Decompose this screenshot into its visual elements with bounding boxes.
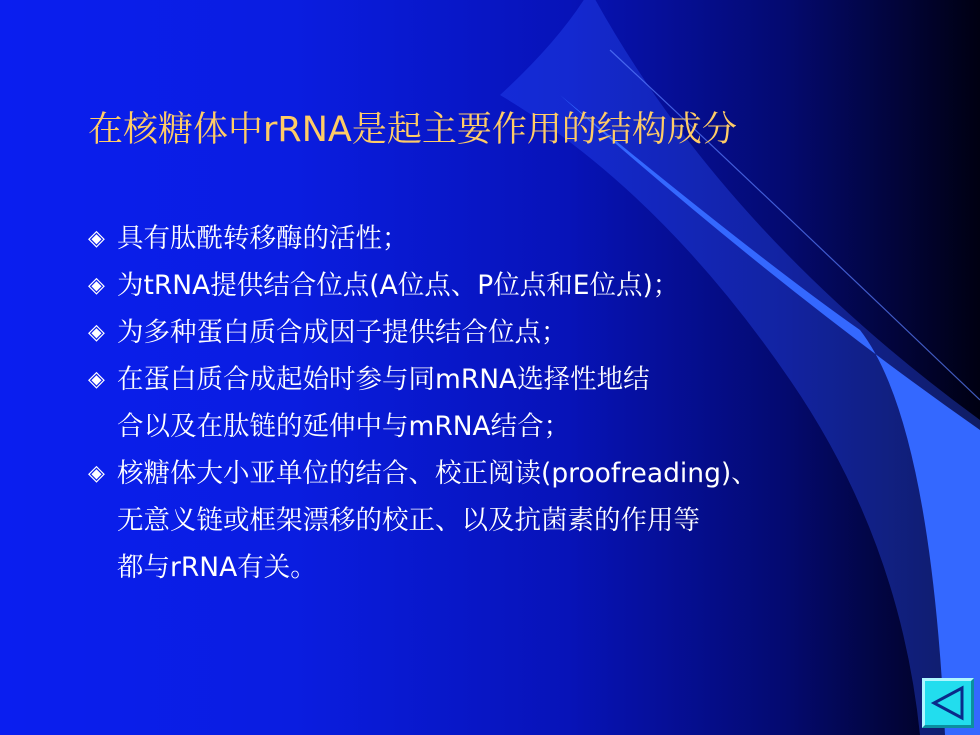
bullet-text: 合以及在肽链的延伸中与mRNA结合； [117, 411, 571, 442]
bullet-item [88, 450, 868, 591]
diamond-bullet-icon: ◈ [88, 226, 105, 251]
back-button[interactable] [922, 678, 974, 728]
triangle-left-icon [928, 684, 968, 722]
bullet-text: 都与rRNA有关。 [117, 552, 317, 583]
bullet-text: 具有肽酰转移酶的活性； [117, 223, 409, 254]
bullet-item [88, 309, 868, 356]
diamond-bullet-icon: ◈ [88, 461, 105, 486]
diamond-bullet-icon: ◈ [88, 273, 105, 298]
bullet-text: 为多种蛋白质合成因子提供结合位点； [117, 317, 568, 348]
bullet-text: 为tRNA提供结合位点(A位点、P位点和E位点)； [117, 270, 680, 301]
bullet-item [88, 262, 868, 309]
bullet-item [88, 356, 868, 450]
bullet-list [88, 215, 868, 591]
bullet-text: 核糖体大小亚单位的结合、校正阅读(proofreading)、 [117, 458, 758, 489]
diamond-bullet-icon: ◈ [88, 367, 105, 392]
bullet-text: 在蛋白质合成起始时参与同mRNA选择性地结 [117, 364, 650, 395]
diamond-bullet-icon: ◈ [88, 320, 105, 345]
bullet-item [88, 215, 868, 262]
slide-title: 在核糖体中rRNA是起主要作用的结构成分 [88, 110, 737, 150]
bullet-text: 无意义链或框架漂移的校正、以及抗菌素的作用等 [117, 505, 700, 536]
